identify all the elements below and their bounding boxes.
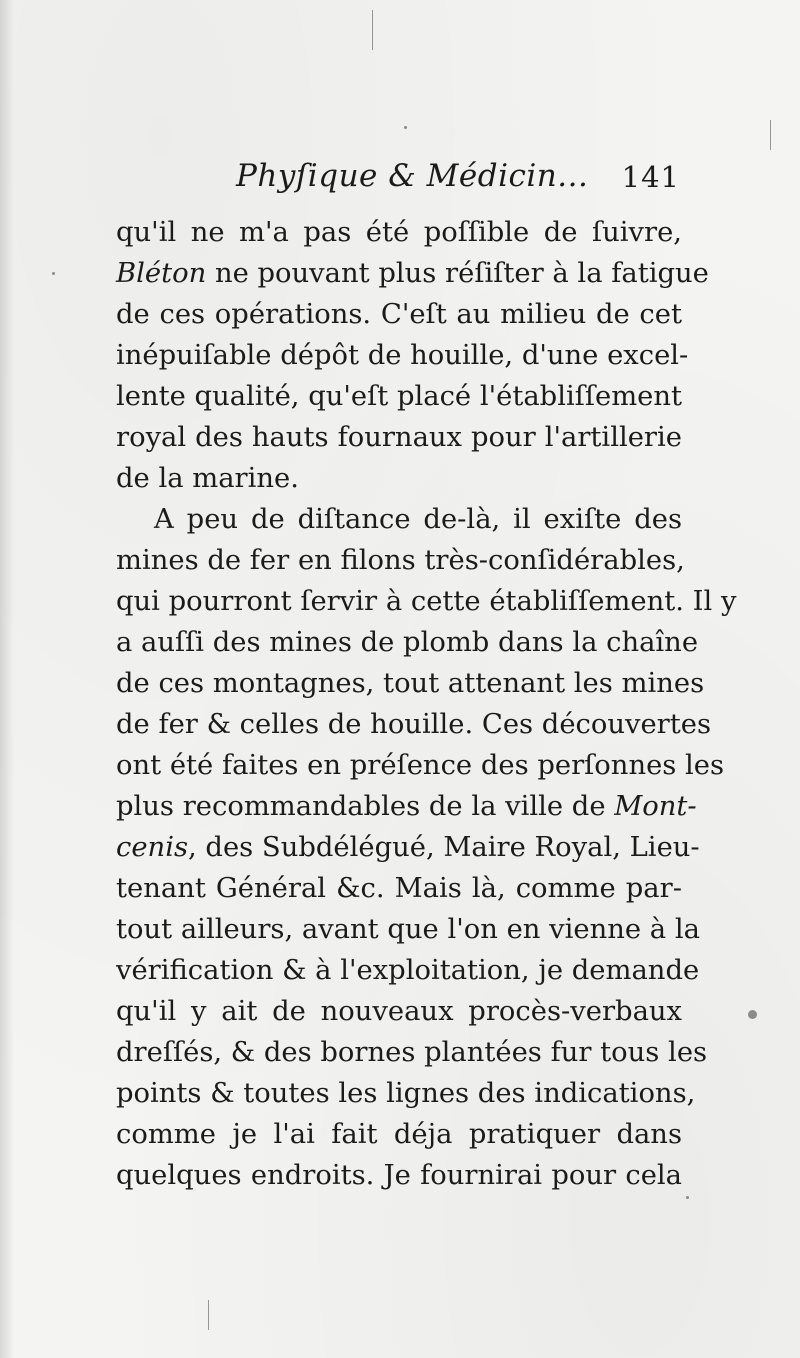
text-line-content: mines de fer en filons très-conſidérables, [116,545,685,576]
scan-speck [52,272,55,275]
text-line-content: royal des hauts fournaux pour l'artillerie [116,422,682,453]
text-line-content: inépuiſable dépôt de houille, d'une excel- [116,340,689,371]
text-line-content: tenant Général &c. Mais là, comme par- [116,873,682,904]
text-line [116,499,682,540]
text-line [116,950,700,991]
italic-name: Mont- [614,791,697,822]
text-line-content: , des Subdélégué, Maire Royal, Lieu- [188,832,700,863]
text-line-content: qu'il ne m'a pas été poſſible de ſuivre, [116,217,682,248]
text-line-content: de ces opérations. C'eſt au milieu de cet [116,299,682,330]
text-line [116,458,682,499]
text-line-content: ont été faites en préſence des perſonnes les [116,750,725,781]
text-line [116,745,725,786]
text-line-content: qu'il y ait de nouveaux procès-verbaux [116,996,682,1027]
text-line [116,540,685,581]
text-line-content: plus recommandables de la ville de [116,791,615,822]
text-line [116,1032,708,1073]
text-line [116,253,709,294]
text-line-content: points & toutes les lignes des indications, [116,1078,696,1109]
body-text [116,212,737,1196]
text-line-content: de la marine. [116,463,299,494]
text-line-content: a auſſi des mines de plomb dans la chaîne [116,627,699,658]
scan-scratch [208,1300,209,1330]
italic-name: Bléton [116,258,207,289]
text-line [116,294,682,335]
text-line [116,663,705,704]
text-line [116,786,697,827]
text-line [116,212,682,253]
text-line [116,1155,682,1196]
text-line-content: A peu de diſtance de-là, il exiſte des [154,504,682,535]
text-line [116,868,682,909]
text-line [116,1073,696,1114]
gutter-shadow [0,0,14,1358]
text-line-content: comme je l'ai fait déja pratiquer dans [116,1119,682,1150]
text-line [116,376,682,417]
scan-scratch [770,120,771,150]
text-line [116,827,700,868]
scan-speck [748,1010,757,1019]
page-number: 141 [621,160,680,194]
italic-name: cenis [116,832,189,863]
text-line-content: vérification & à l'exploitation, je demande [116,955,700,986]
text-line-content: tout ailleurs, avant que l'on en vienne à la [116,914,700,945]
running-head-title: Phyſique & Médicin... [236,158,589,194]
text-line [116,991,682,1032]
text-line-content: dreſſés, & des bornes plantées fur tous les [116,1037,708,1068]
text-line [116,581,737,622]
text-line [116,1114,682,1155]
text-line-content: de fer & celles de houille. Ces découvertes [116,709,712,740]
text-line-content: quelques endroits. Je fournirai pour cela [116,1160,682,1191]
scan-speck [686,1196,689,1199]
text-line [116,417,682,458]
text-line [116,622,699,663]
text-line [116,335,689,376]
text-line-content: ne pouvant plus réſiſter à la fatigue [206,258,709,289]
scan-speck [404,126,407,129]
text-line-content: lente qualité, qu'eſt placé l'établiſſement [116,381,683,412]
text-line-content: de ces montagnes, tout attenant les mines [116,668,705,699]
text-line [116,909,700,950]
running-head [112,158,682,202]
text-line-content: qui pourront ſervir à cette établiſſement. Il y [116,586,737,617]
scan-scratch [372,10,373,50]
text-line [116,704,712,745]
